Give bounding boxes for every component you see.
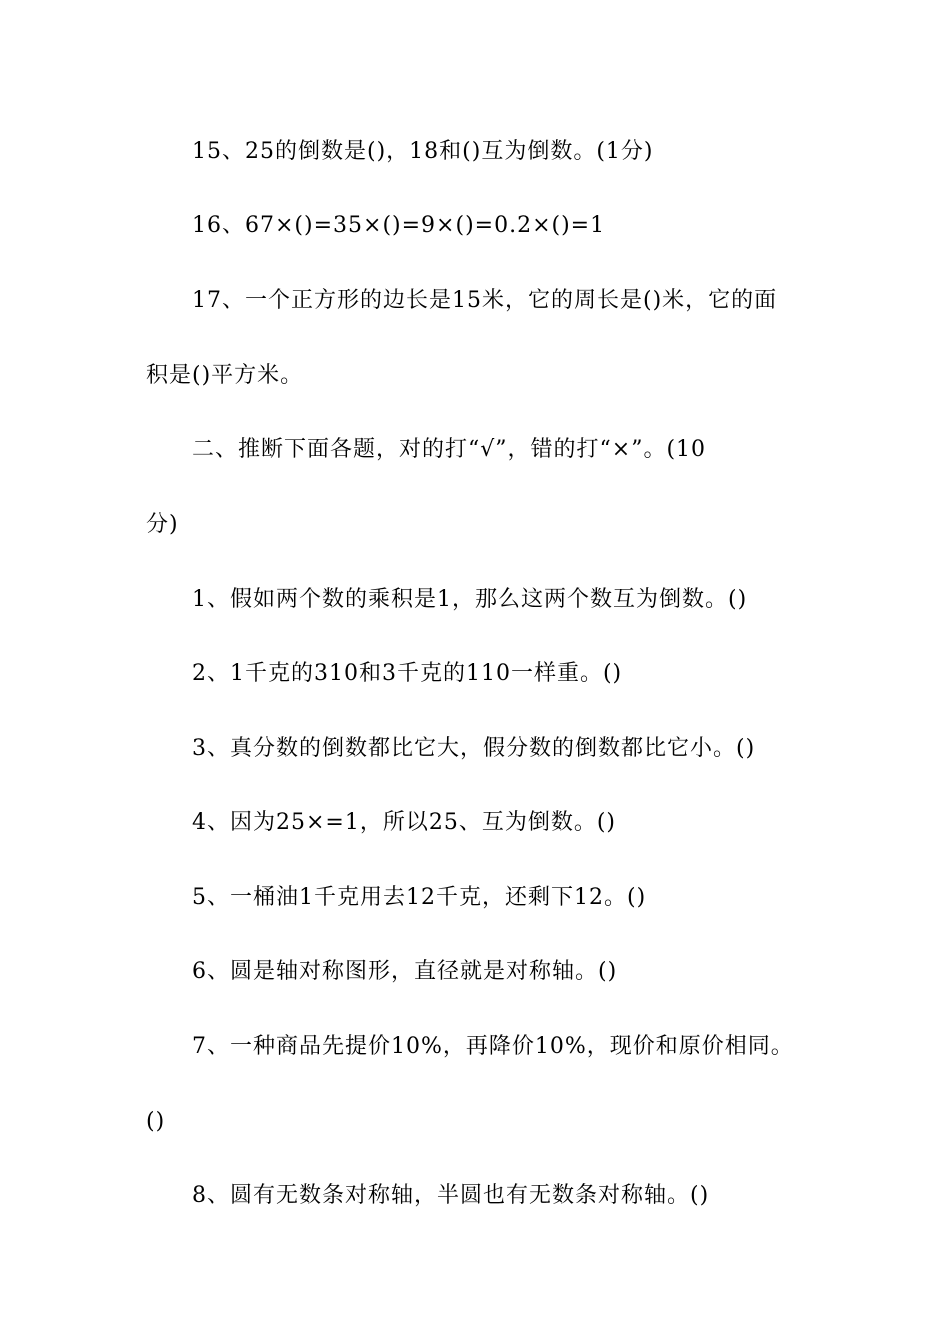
judgement-2: 2、1千克的310和3千克的110一样重。() <box>192 661 623 686</box>
question-17-line-2: 积是()平方米。 <box>146 363 304 388</box>
judgement-6: 6、圆是轴对称图形，直径就是对称轴。() <box>192 959 618 984</box>
section-2-heading-line-2: 分) <box>146 512 179 537</box>
question-15: 15、25的倒数是()，18和()互为倒数。(1分) <box>192 139 654 164</box>
judgement-4: 4、因为25×=1，所以25、互为倒数。() <box>192 810 617 835</box>
judgement-3: 3、真分数的倒数都比它大，假分数的倒数都比它小。() <box>192 736 756 761</box>
section-2-heading-line-1: 二、推断下面各题，对的打“√”，错的打“×”。(10 <box>192 437 707 462</box>
question-16: 16、67×()=35×()=9×()=0.2×()=1 <box>192 213 606 238</box>
judgement-1: 1、假如两个数的乘积是1，那么这两个数互为倒数。() <box>192 587 748 612</box>
judgement-5: 5、一桶油1千克用去12千克，还剩下12。() <box>192 885 647 910</box>
question-17-line-1: 17、一个正方形的边长是15米，它的周长是()米，它的面 <box>192 288 778 313</box>
judgement-7-line-2: () <box>146 1109 166 1134</box>
judgement-7-line-1: 7、一种商品先提价10%，再降价10%，现价和原价相同。 <box>192 1034 794 1059</box>
judgement-8: 8、圆有无数条对称轴，半圆也有无数条对称轴。() <box>192 1183 710 1208</box>
